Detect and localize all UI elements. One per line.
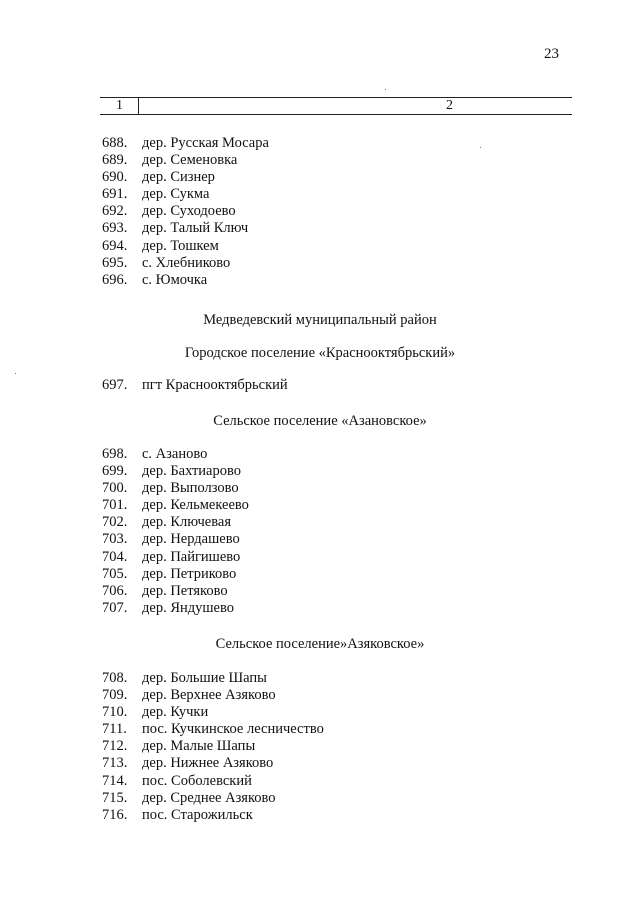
list-item [102, 670, 324, 687]
table-header [100, 97, 572, 117]
list-item [102, 220, 269, 237]
list-item [102, 807, 324, 824]
item-number: 695. [102, 254, 128, 271]
item-name: дер. Среднее Азяково [142, 789, 276, 806]
list-item [102, 721, 324, 738]
item-number: 711. [102, 721, 127, 738]
list-item [102, 463, 249, 480]
item-name: пгт Краснооктябрьский [142, 377, 288, 393]
settlement-list-4 [102, 670, 324, 824]
settlement-heading-azanovskoe: Сельское поселение «Азановское» [213, 413, 427, 429]
item-name: пос. Кучкинское лесничество [142, 721, 324, 738]
column-1-header: 1 [116, 98, 123, 113]
list-item [102, 687, 324, 704]
item-name: дер. Кельмекеево [142, 497, 249, 514]
settlement-list-3 [102, 446, 249, 617]
list-item [102, 135, 269, 152]
item-name: дер. Кучки [142, 704, 209, 721]
list-item [102, 152, 269, 169]
list-item [102, 203, 269, 220]
item-name: дер. Русская Мосара [142, 135, 269, 151]
item-number: 690. [102, 169, 128, 186]
item-name: дер. Малые Шапы [142, 738, 256, 755]
item-number: 698. [102, 446, 128, 462]
list-item [102, 169, 269, 186]
item-number: 715. [102, 789, 128, 806]
table-top-rule [100, 97, 572, 98]
list-item [102, 755, 324, 772]
item-number: 714. [102, 772, 128, 789]
item-name: с. Хлебниково [142, 254, 231, 271]
item-number: 710. [102, 704, 128, 721]
item-number: 691. [102, 186, 128, 203]
item-number: 709. [102, 687, 128, 704]
item-name: дер. Петриково [142, 565, 237, 582]
item-number: 700. [102, 480, 128, 497]
list-item [102, 480, 249, 497]
item-number: 689. [102, 152, 128, 169]
item-name: дер. Большие Шапы [142, 670, 267, 686]
list-item [102, 377, 288, 394]
list-item [102, 583, 249, 600]
item-name: пос. Соболевский [142, 772, 252, 789]
list-item [102, 773, 324, 790]
item-number: 706. [102, 582, 128, 599]
item-name: дер. Сизнер [142, 169, 215, 186]
settlement-heading-azyakovskoe: Сельское поселение»Азяковское» [215, 636, 425, 652]
item-name: дер. Нижнее Азяково [142, 755, 274, 772]
item-number: 712. [102, 738, 128, 755]
item-name: дер. Сукма [142, 186, 210, 203]
list-item [102, 272, 269, 289]
item-name: дер. Петяково [142, 582, 228, 599]
list-item [102, 514, 249, 531]
item-name: дер. Верхнее Азяково [142, 687, 276, 704]
item-name: с. Азаново [142, 446, 208, 462]
column-divider [138, 97, 139, 114]
item-number: 688. [102, 135, 128, 151]
item-number: 697. [102, 377, 128, 393]
item-name: дер. Нердашево [142, 531, 240, 548]
item-name: дер. Тошкем [142, 237, 219, 254]
item-number: 693. [102, 220, 128, 237]
item-name: пос. Старожильск [142, 806, 253, 823]
item-number: 704. [102, 548, 128, 565]
item-number: 703. [102, 531, 128, 548]
scan-speck [15, 373, 16, 374]
item-number: 707. [102, 599, 128, 616]
item-number: 701. [102, 497, 128, 514]
item-name: дер. Семеновка [142, 152, 238, 169]
item-number: 716. [102, 806, 128, 823]
item-name: с. Юмочка [142, 271, 208, 288]
item-name: дер. Пайгишево [142, 548, 241, 565]
scan-speck [385, 89, 386, 90]
list-item [102, 497, 249, 514]
item-name: дер. Талый Ключ [142, 220, 249, 237]
item-number: 692. [102, 203, 128, 220]
settlement-heading-krasnooktyabrsky: Городское поселение «Краснооктябрьский» [184, 345, 456, 361]
item-number: 713. [102, 755, 128, 772]
district-heading: Медведевский муниципальный район [203, 312, 437, 328]
settlement-list-1 [102, 135, 269, 289]
list-item [102, 255, 269, 272]
item-name: дер. Яндушево [142, 599, 234, 616]
list-item [102, 186, 269, 203]
settlement-list-2 [102, 377, 288, 394]
list-item [102, 738, 324, 755]
list-item [102, 790, 324, 807]
column-2-header: 2 [446, 98, 453, 113]
item-number: 696. [102, 271, 128, 288]
item-number: 708. [102, 670, 128, 686]
page-number: 23 [544, 46, 559, 62]
list-item [102, 704, 324, 721]
list-item [102, 446, 249, 463]
item-name: дер. Выползово [142, 480, 239, 497]
table-bottom-rule [100, 114, 572, 115]
item-name: дер. Бахтиарово [142, 463, 241, 480]
item-number: 702. [102, 514, 128, 531]
list-item [102, 531, 249, 548]
item-name: дер. Ключевая [142, 514, 231, 531]
scan-speck [480, 147, 481, 148]
item-number: 699. [102, 463, 128, 480]
list-item [102, 549, 249, 566]
list-item [102, 600, 249, 617]
item-number: 705. [102, 565, 128, 582]
item-number: 694. [102, 237, 128, 254]
list-item [102, 566, 249, 583]
list-item [102, 238, 269, 255]
item-name: дер. Суходоево [142, 203, 236, 220]
